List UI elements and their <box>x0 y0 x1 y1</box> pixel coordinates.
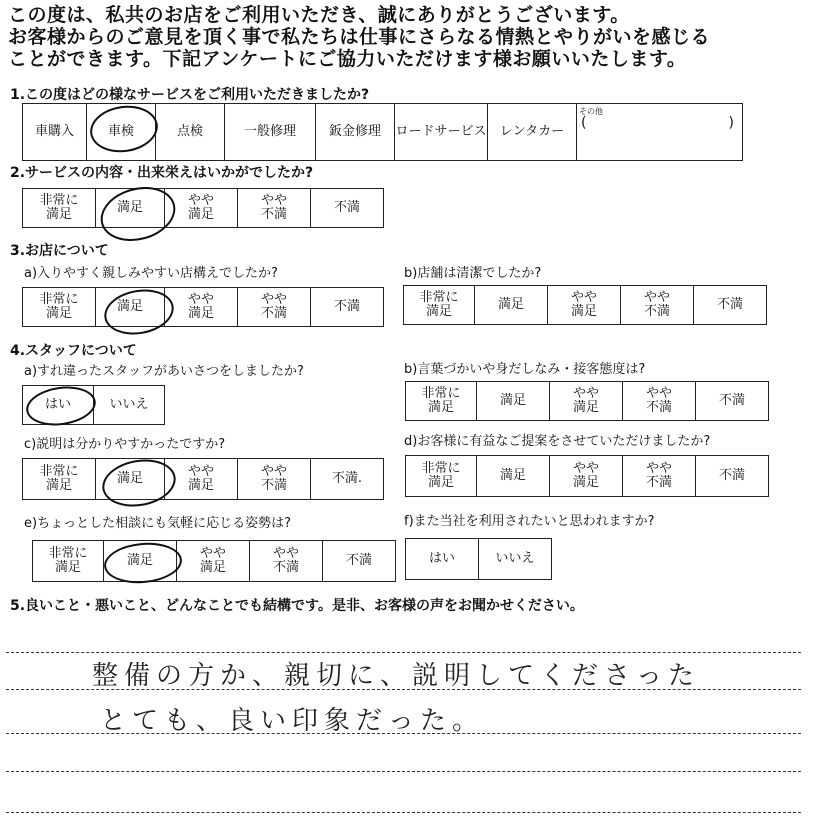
q4c-option[interactable]: やや 不満 <box>238 459 311 500</box>
q4a-option[interactable]: いいえ <box>94 386 165 425</box>
question-2-title: 2.サービスの内容・出来栄えはいかがでしたか? <box>10 165 314 181</box>
q4c-option[interactable]: 満足 <box>96 459 165 500</box>
q4b-option[interactable]: やや 満足 <box>550 382 623 421</box>
q4f-option[interactable]: はい <box>406 539 479 580</box>
q4f-option[interactable]: いいえ <box>479 539 552 580</box>
q4b-options <box>405 381 769 421</box>
q3a-option[interactable]: 非常に 満足 <box>23 288 96 327</box>
q2-option[interactable]: 満足 <box>96 189 165 228</box>
q2-option[interactable]: やや 満足 <box>165 189 238 228</box>
q4e-option[interactable]: 非常に 満足 <box>33 541 104 582</box>
q4d-option[interactable]: 満足 <box>477 456 550 497</box>
question-3b-text: b)店舗は清潔でしたか? <box>404 266 542 281</box>
intro-line: この度は、私共のお店をご利用いただき、誠にありがとうございます。 <box>8 4 630 26</box>
handwritten-comment-line: 整備の方か、親切に、説明してくださった <box>92 661 701 691</box>
question-4d-text: d)お客様に有益なご提案をさせていただけましたか? <box>404 434 711 449</box>
question-4f-text: f)また当社を利用されたいと思われますか? <box>404 514 655 529</box>
paren-open: ( <box>581 115 587 131</box>
q3b-option[interactable]: やや 不満 <box>621 286 694 325</box>
question-1-title: 1.この度はどの様なサービスをご利用いただきましたか? <box>10 87 370 103</box>
q1-option[interactable]: 車検 <box>87 104 156 161</box>
q1-option[interactable]: 鈑金修理 <box>316 104 395 161</box>
q1-option[interactable]: ロードサービス <box>395 104 488 161</box>
intro-text <box>8 4 813 70</box>
q4d-options <box>405 455 769 497</box>
q1-option[interactable]: 車購入 <box>23 104 87 161</box>
q3b-option[interactable]: 満足 <box>475 286 548 325</box>
writing-line <box>6 771 801 772</box>
q4b-option[interactable]: 満足 <box>477 382 550 421</box>
q3b-option[interactable]: やや 満足 <box>548 286 621 325</box>
handwritten-comment-line: とても、良い印象だった。 <box>100 706 485 736</box>
q4c-option[interactable]: やや 満足 <box>165 459 238 500</box>
q2-option[interactable]: やや 不満 <box>238 189 311 228</box>
q4a-option[interactable]: はい <box>23 386 94 425</box>
q4b-option[interactable]: 非常に 満足 <box>406 382 477 421</box>
q4c-option[interactable]: 不満. <box>311 459 384 500</box>
q4b-option[interactable]: やや 不満 <box>623 382 696 421</box>
q3b-option[interactable]: 不満 <box>694 286 767 325</box>
q3a-option[interactable]: やや 満足 <box>165 288 238 327</box>
q4c-options <box>22 458 384 500</box>
question-4e-text: e)ちょっとした相談にも気軽に応じる姿勢は? <box>24 516 291 531</box>
q4d-option[interactable]: やや 不満 <box>623 456 696 497</box>
writing-line <box>6 652 801 653</box>
q4b-option[interactable]: 不満 <box>696 382 769 421</box>
q1-option[interactable]: レンタカー <box>488 104 577 161</box>
question-4b-text: b)言葉づかいや身だしなみ・接客態度は? <box>404 362 646 377</box>
intro-line: お客様からのご意見を頂く事で私たちは仕事にさらなる情熱とやりがいを感じる <box>8 26 711 48</box>
q3b-options <box>403 285 767 325</box>
q3a-options <box>22 287 384 327</box>
other-label: その他 <box>579 107 603 116</box>
q4e-options <box>32 540 396 582</box>
question-3a-text: a)入りやすく親しみやすい店構えでしたか? <box>24 266 278 281</box>
paren-close: ) <box>728 115 734 131</box>
q2-option[interactable]: 不満 <box>311 189 384 228</box>
q1-options <box>22 103 743 161</box>
writing-line <box>6 812 801 813</box>
q2-option[interactable]: 非常に 満足 <box>23 189 96 228</box>
q3a-option[interactable]: やや 不満 <box>238 288 311 327</box>
question-3-title: 3.お店について <box>10 243 109 259</box>
q4d-option[interactable]: 不満 <box>696 456 769 497</box>
q4f-options <box>405 538 552 580</box>
q1-option[interactable]: 点検 <box>156 104 225 161</box>
q4c-option[interactable]: 非常に 満足 <box>23 459 96 500</box>
q2-options <box>22 188 384 228</box>
q4e-option[interactable]: やや 不満 <box>250 541 323 582</box>
q4a-options <box>22 385 165 425</box>
q3a-option[interactable]: 満足 <box>96 288 165 327</box>
q3a-option[interactable]: 不満 <box>311 288 384 327</box>
q4d-option[interactable]: やや 満足 <box>550 456 623 497</box>
question-4a-text: a)すれ違ったスタッフがあいさつをしましたか? <box>24 364 304 379</box>
question-5-title: 5.良いこと・悪いこと、どんなことでも結構です。是非、お客様の声をお聞かせください。 <box>10 598 584 614</box>
q1-option[interactable]: 一般修理 <box>225 104 316 161</box>
q4e-option[interactable]: 満足 <box>104 541 177 582</box>
question-4-title: 4.スタッフについて <box>10 343 137 359</box>
q4e-option[interactable]: やや 満足 <box>177 541 250 582</box>
q1-other-field[interactable] <box>577 104 743 161</box>
question-4c-text: c)説明は分かりやすかったですか? <box>24 437 226 452</box>
q4e-option[interactable]: 不満 <box>323 541 396 582</box>
q4d-option[interactable]: 非常に 満足 <box>406 456 477 497</box>
intro-line: ことができます。下記アンケートにご協力いただけます様お願いいたします。 <box>8 48 687 70</box>
q3b-option[interactable]: 非常に 満足 <box>404 286 475 325</box>
